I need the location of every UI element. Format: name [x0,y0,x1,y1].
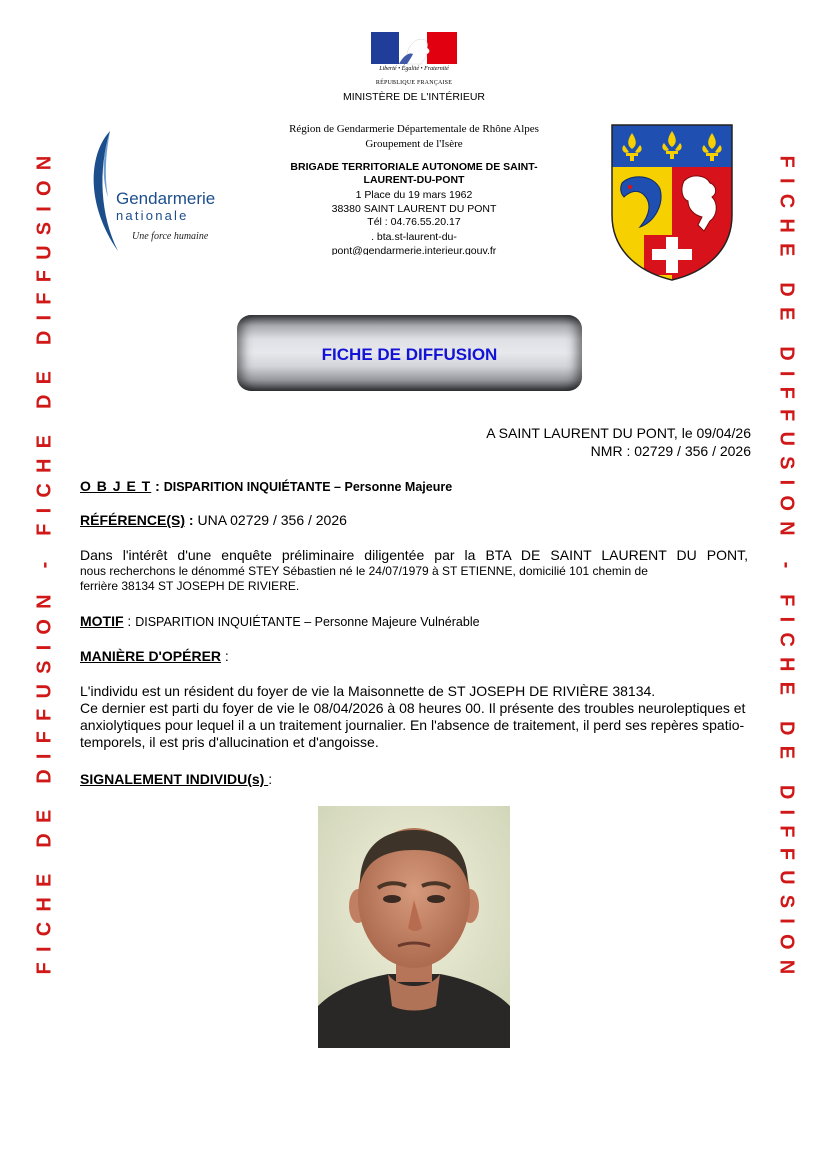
side-banner-right: FICHE DE DIFFUSION - FICHE DE DIFFUSION [775,155,798,985]
place-date-block [486,424,751,460]
signalement-label: SIGNALEMENT INDIVIDU(s) [80,771,269,787]
brigade-block [255,161,573,187]
place-date: A SAINT LAURENT DU PONT, le 09/04/26 [486,425,751,441]
nmr-number: NMR : 02729 / 356 / 2026 [590,443,751,459]
email-line-1: . bta.st-laurent-du- [371,231,457,243]
address-block [255,189,573,230]
reference-line [80,512,760,529]
reference-sep: : [185,512,198,528]
rf-motto: Liberté • Égalité • Fraternité [379,66,449,72]
maniere-label: MANIÈRE D'OPÉRER [80,648,222,664]
logo-tagline: Une force humaine [132,231,209,242]
intro-line-2: nous recherchons le dénommé STEY Sébastien né le 24/07/1979 à ST ETIENNE, domicilié 101 chemin de [80,564,648,578]
email-block [255,231,573,255]
groupement-name: Groupement de l'Isère [365,138,463,150]
objet-label: O B J E T [80,478,152,494]
objet-sep: : [151,478,164,494]
person-photo [318,806,510,1048]
gendarmerie-logo [80,125,240,255]
address-line-1: 1 Place du 19 mars 1962 [355,189,473,201]
objet-line [80,478,760,496]
body-paragraph [80,683,810,751]
maniere-sep: : [221,648,229,664]
maniere-line [80,648,760,665]
body-line-3: anxiolytiques pour lequel il a un traitement journalier. En l'absence de traitement, il perd ses repères spatio- [80,717,745,733]
motif-label: MOTIF [80,613,124,629]
address-line-2: 38380 SAINT LAURENT DU PONT [331,202,497,215]
region-block [255,122,573,152]
body-line-4: temporels, il est pris d'allucination et d'angoisse. [80,734,379,750]
side-banner-left: FICHE DE DIFFUSION - FICHE DE DIFFUSION [33,145,56,975]
intro-line-1: Dans l'intérêt d'une enquête préliminaire diligentée par la BTA DE SAINT LAURENT DU PONT, [80,547,748,563]
rf-name: RÉPUBLIQUE FRANÇAISE [375,80,453,86]
motif-value: DISPARITION INQUIÉTANTE – Personne Majeure Vulnérable [135,615,480,629]
email-line-2: pont@gendarmerie.interieur.gouv.fr [331,244,497,255]
signalement-line [80,771,760,788]
phone: Tél : 04.76.55.20.17 [367,216,461,228]
intro-paragraph [80,547,748,594]
motif-line [80,613,760,631]
body-line-1: L'individu est un résident du foyer de vie la Maisonnette de ST JOSEPH DE RIVIÈRE 38134. [80,683,656,699]
reference-value: UNA 02729 / 356 / 2026 [197,512,347,528]
coat-of-arms [610,123,734,281]
ministry-name: MINISTÈRE DE L'INTÉRIEUR [342,91,486,103]
brigade-line-1: BRIGADE TERRITORIALE AUTONOME DE SAINT- [290,161,538,173]
body-line-2: Ce dernier est parti du foyer de vie le 08/04/2026 à 08 heures 00. Il présente des troubles neuroleptiques et [80,700,746,716]
objet-value: DISPARITION INQUIÉTANTE – Personne Majeure [163,480,453,494]
marianne-logo [369,30,459,80]
intro-line-3: ferrière 38134 ST JOSEPH DE RIVIERE. [80,579,300,593]
brigade-line-2: LAURENT-DU-PONT [363,174,465,186]
logo-name: Gendarmerie [116,189,216,208]
region-name: Région de Gendarmerie Départementale de Rhône Alpes [289,123,539,135]
reference-label: RÉFÉRENCE(S) [80,512,186,528]
signalement-sep: : [268,771,273,787]
document-title: FICHE DE DIFFUSION [321,345,498,364]
motif-sep: : [123,613,136,629]
logo-sub: nationale [116,208,189,223]
